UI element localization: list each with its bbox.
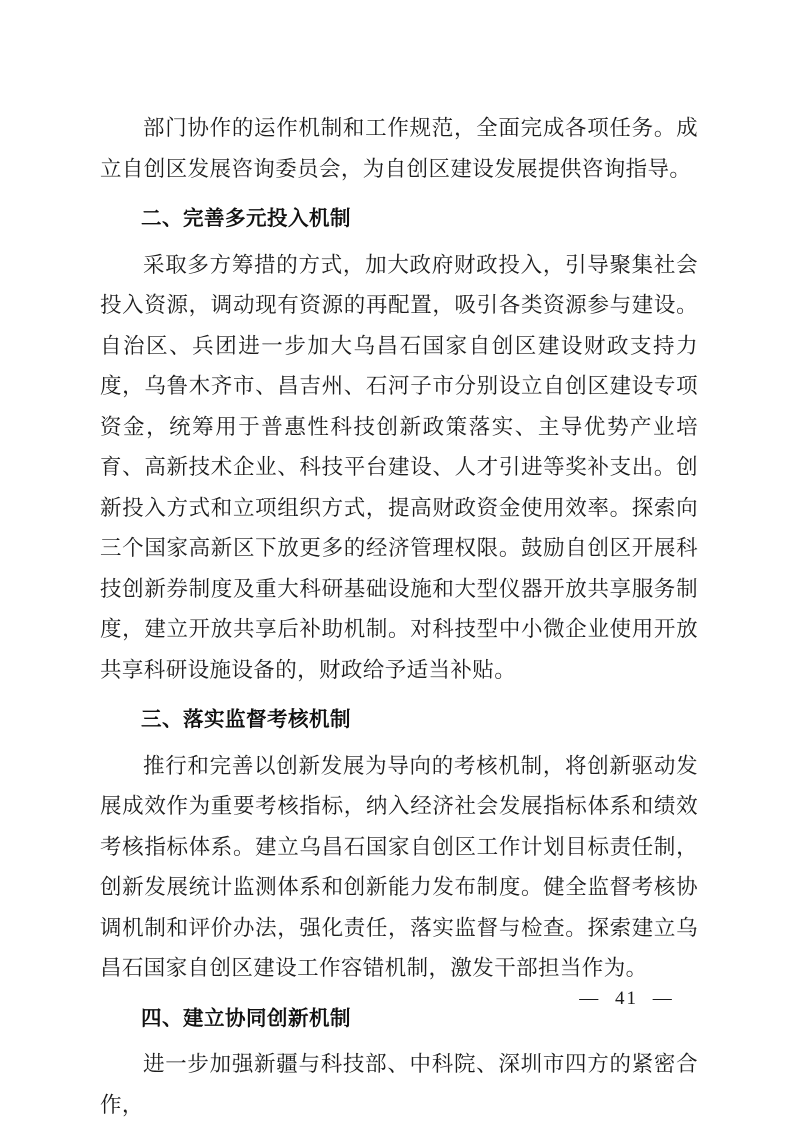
footer-dash-right: — (652, 988, 674, 1009)
footer-dash-left: — (579, 988, 601, 1009)
page-number: 41 (615, 988, 638, 1009)
paragraph-body: 推行和完善以创新发展为导向的考核机制，将创新驱动发展成效作为重要考核指标，纳入经济社会发展指标体系和绩效考核指标体系。建立乌昌石国家自创区工作计划目标责任制，创新发展统计监测体系和创新能力发布制度。健全监督考核协调机制和评价办法，强化责任，落实监督与检查。探索建立乌昌石国家自创区建设工作容错机制，激发干部担当作为。 (100, 753, 698, 980)
paragraph-body: 采取多方筹措的方式，加大政府财政投入，引导聚集社会投入资源，调动现有资源的再配置，吸引各类资源参与建设。自治区、兵团进一步加大乌昌石国家自创区建设财政支持力度，乌鲁木齐市、昌吉州、石河子市分别设立自创区建设专项资金，统筹用于普惠性科技创新政策落实、主导优势产业培育、高新技术企业、科技平台建设、人才引进等奖补支出。创新投入方式和立项组织方式，提高财政资金使用效率。探索向三个国家高新区下放更多的经济管理权限。鼓励自创区开展科技创新券制度及重大科研基础设施和大型仪器开放共享服务制度，建立开放共享后补助机制。对科技型中小微企业使用开放共享科研设施设备的，财政给予适当补贴。 (100, 252, 698, 682)
section-heading-four: 四、建立协同创新机制 (141, 1005, 351, 1030)
paragraph-body: 进一步加强新疆与科技部、中科院、深圳市四方的紧密合作， (100, 1052, 698, 1117)
page-footer (0, 988, 793, 1010)
section-heading-two: 二、完善多元投入机制 (141, 206, 351, 230)
page-content (100, 108, 698, 1122)
section-heading-three: 三、落实监督考核机制 (141, 707, 351, 731)
paragraph-body: 部门协作的运作机制和工作规范，全面完成各项任务。成立自创区发展咨询委员会，为自创区建设发展提供咨询指导。 (100, 116, 698, 181)
